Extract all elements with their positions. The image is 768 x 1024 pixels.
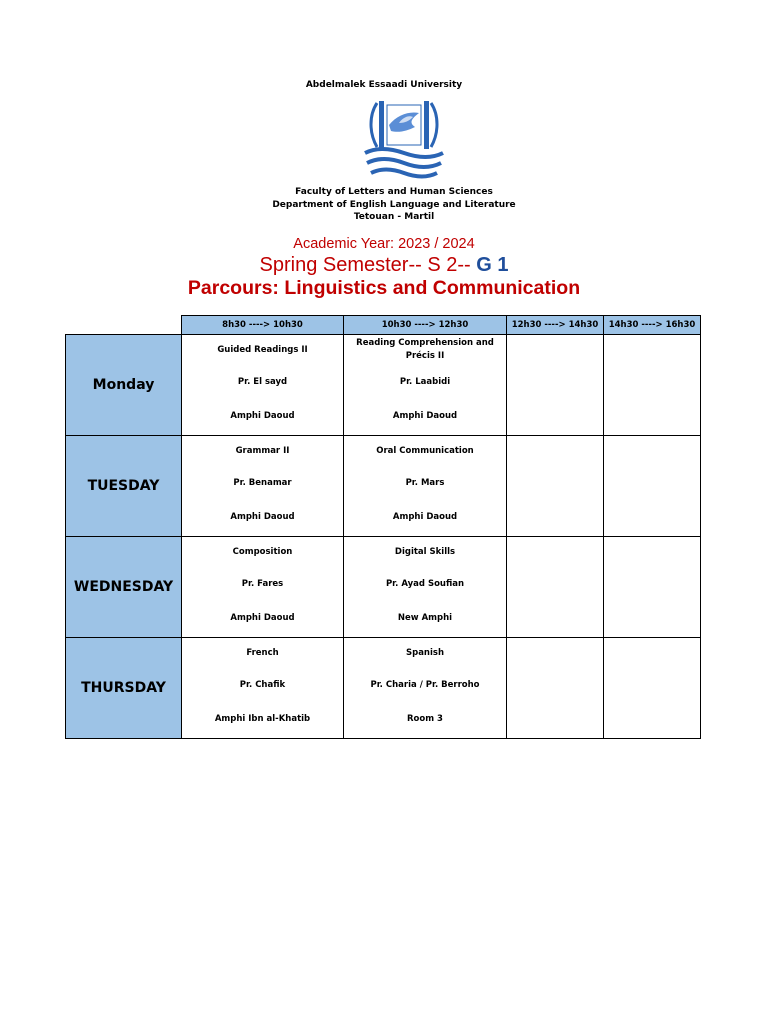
room-name: Amphi Daoud (392, 512, 458, 522)
professor-name: Pr. Laabidi (399, 377, 451, 387)
room-name: New Amphi (397, 613, 453, 623)
course-cell (182, 537, 344, 638)
course-cell (344, 537, 507, 638)
empty-cell (604, 537, 701, 638)
day-label: Monday (66, 335, 182, 436)
professor-name: Pr. Charia / Pr. Berroho (370, 680, 480, 690)
time-slot-header: 10h30 ----> 12h30 (344, 316, 507, 335)
time-slot-header: 8h30 ----> 10h30 (182, 316, 344, 335)
timetable-row-tuesday (66, 436, 701, 537)
room-name: Amphi Ibn al-Khatib (214, 714, 311, 724)
professor-name: Pr. Benamar (233, 478, 292, 488)
course-cell (182, 638, 344, 739)
timetable-row-monday (66, 335, 701, 436)
empty-cell (507, 638, 604, 739)
course-cell (344, 335, 507, 436)
course-cell (344, 436, 507, 537)
time-slot-header: 12h30 ----> 14h30 (507, 316, 604, 335)
day-label: TUESDAY (66, 436, 182, 537)
course-name: Grammar II (235, 446, 290, 456)
semester-title (0, 254, 768, 277)
professor-name: Pr. Fares (241, 579, 284, 589)
timetable-row-wednesday (66, 537, 701, 638)
empty-cell (507, 335, 604, 436)
university-logo-icon (359, 97, 449, 179)
group-label: G 1 (476, 254, 509, 276)
timetable-header-row (66, 316, 701, 335)
room-name: Amphi Daoud (230, 613, 295, 623)
academic-year: Academic Year: 2023 / 2024 (293, 236, 475, 252)
empty-cell (604, 638, 701, 739)
department-name: Department of English Language and Literature (272, 199, 516, 210)
empty-cell (507, 537, 604, 638)
university-name: Abdelmalek Essaadi University (305, 80, 463, 90)
day-label: WEDNESDAY (66, 537, 182, 638)
corner-cell (66, 316, 182, 335)
time-slot-header: 14h30 ----> 16h30 (604, 316, 701, 335)
course-name: Digital Skills (394, 547, 456, 557)
course-name: French (246, 648, 279, 658)
empty-cell (507, 436, 604, 537)
room-name: Room 3 (407, 714, 443, 724)
course-name: Guided Readings II (217, 345, 308, 355)
semester-label: Spring Semester-- S 2-- (259, 254, 471, 276)
course-name: Reading Comprehension and Précis II (356, 338, 494, 361)
course-cell (344, 638, 507, 739)
faculty-name: Faculty of Letters and Human Sciences (295, 187, 493, 197)
room-name: Amphi Daoud (230, 512, 295, 522)
empty-cell (604, 436, 701, 537)
professor-name: Pr. Ayad Soufian (385, 579, 465, 589)
timetable (65, 315, 701, 739)
professor-name: Pr. Chafik (239, 680, 286, 690)
course-cell (182, 335, 344, 436)
course-name: Oral Communication (376, 446, 474, 456)
professor-name: Pr. Mars (405, 478, 445, 488)
room-name: Amphi Daoud (392, 411, 458, 421)
empty-cell (604, 335, 701, 436)
timetable-row-thursday (66, 638, 701, 739)
course-name: Spanish (405, 648, 445, 658)
parcours-title: Parcours: Linguistics and Communication (187, 277, 581, 299)
professor-name: Pr. El sayd (237, 377, 288, 387)
course-cell (182, 436, 344, 537)
course-name: Composition (232, 547, 293, 557)
day-label: THURSDAY (66, 638, 182, 739)
location: Tetouan - Martil (353, 212, 435, 222)
room-name: Amphi Daoud (230, 411, 295, 421)
